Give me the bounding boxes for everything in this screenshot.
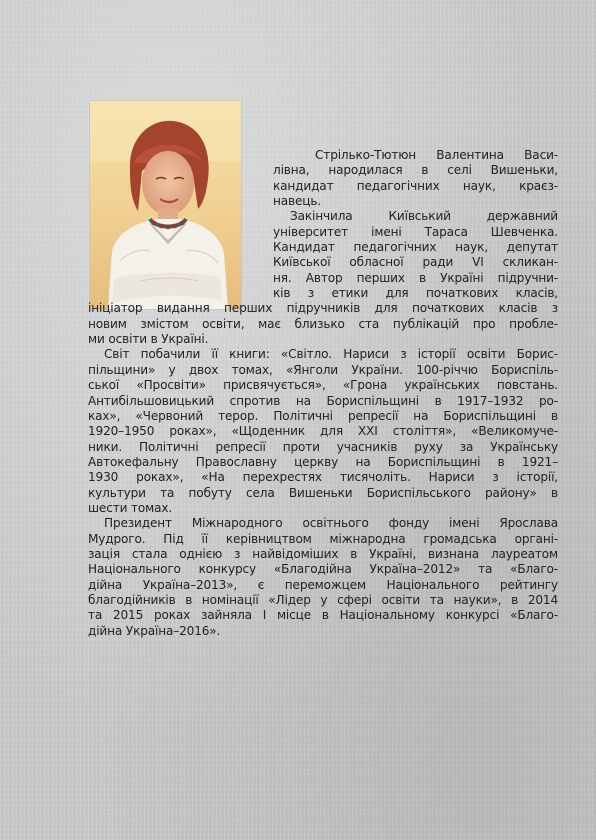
text-line: університет імені Тараса Шевченка.: [273, 224, 558, 239]
text-line: лівна, народилася в селі Вишеньки,: [273, 163, 558, 178]
biography-text: [88, 148, 558, 639]
text-line: Автокефальну Православну церкву на Бориспільщині в 1921–: [88, 454, 558, 469]
text-line: Національного конкурсу «Благодійна Україна–2012» та «Благо-: [88, 562, 558, 577]
text-line: зація стала однією з найвідоміших в Україні, визнана лауреатом: [88, 546, 558, 561]
text-line: ках», «Червоний терор. Політичні репресії на Бориспільщині в: [88, 408, 558, 423]
text-line: ків з етики для початкових класів,: [273, 286, 558, 301]
text-line: та 2015 роках зайняла I місце в Національному конкурсі «Благо-: [88, 608, 558, 623]
text-line: навець.: [273, 194, 322, 209]
text-line: Антибільшовицький спротив на Бориспільщині в 1917–1932 ро-: [88, 393, 558, 408]
text-line: ініціатор видання перших підручників для початкових класів з: [88, 301, 558, 316]
text-line: кандидат педагогічних наук, краєз-: [273, 178, 558, 193]
text-line: Президент Міжнародного освітнього фонду імені Ярослава: [104, 516, 558, 531]
text-line: Стрілько-Тютюн Валентина Васи-: [315, 148, 558, 162]
text-line: ники. Політичні репресії проти учасників руху за Українську: [88, 439, 558, 454]
text-line: 1930 роках», «На перехрестях тисячоліть. Нариси з історії,: [88, 470, 558, 485]
text-line: Закінчила Київський державний: [290, 209, 558, 224]
text-line: дійна Україна–2016».: [88, 623, 221, 638]
text-line: Кандидат педагогічних наук, депутат: [273, 240, 558, 255]
text-line: пільщини» у двох томах, «Янголи України. 100-річчю Бориспіль-: [88, 362, 558, 377]
text-line: дійна Україна–2013», є переможцем Національного рейтингу: [88, 577, 558, 592]
text-line: благодійників в номінації «Лідер у сфері освіти та науки», в 2014: [88, 592, 558, 607]
text-line: ської «Просвіти» присвячується», «Грона українських повстань.: [88, 378, 558, 393]
text-line: Мудрого. Під її керівництвом міжнародна громадська органі-: [88, 531, 558, 546]
text-line: культури та побуту села Вишеньки Бориспільського району» в: [88, 485, 558, 500]
text-line: новим змістом освіти, має близько ста публікацій про пробле-: [88, 316, 558, 331]
text-line: Київської обласної ради VI скликан-: [273, 255, 558, 270]
text-line: шести томах.: [88, 500, 173, 515]
text-line: ми освіти в Україні.: [88, 332, 209, 347]
text-line: Світ побачили її книги: «Світло. Нариси з історії освіти Борис-: [104, 347, 558, 362]
text-line: 1920–1950 роках», «Щоденник для XXI століття», «Великомуче-: [88, 424, 558, 439]
text-line: ня. Автор перших в Україні підручни-: [273, 270, 558, 285]
